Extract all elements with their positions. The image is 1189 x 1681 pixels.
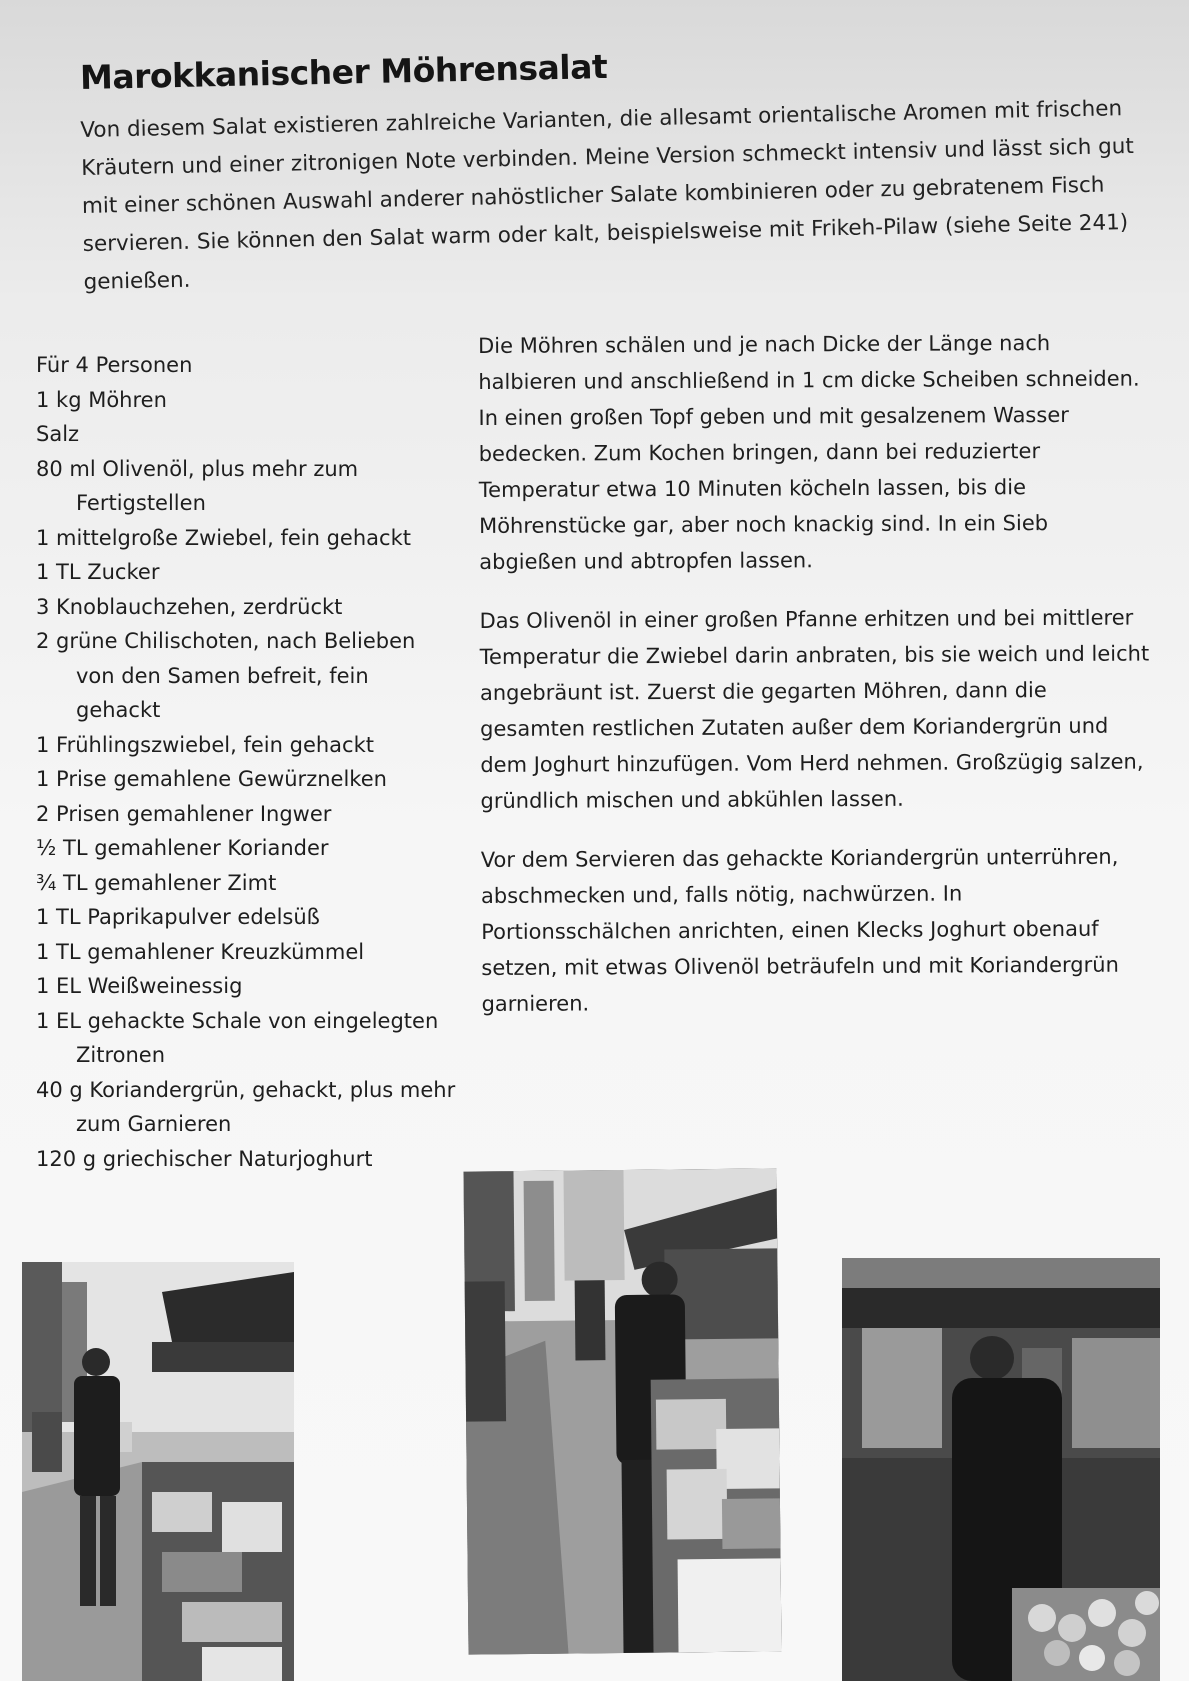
ingredient-item: 3 Knoblauchzehen, zerdrückt [36, 594, 343, 619]
market-photo-center [463, 1168, 781, 1654]
ingredient-item: 2 Prisen gemahlener Ingwer [36, 801, 332, 826]
method-section [478, 324, 1154, 1045]
method-step: Die Möhren schälen und je nach Dicke der Länge nach halbieren und anschließend in 1 cm dicke Scheiben schneiden. In einen großen Topf geben und mit gesalzenem Wasser bedecken. Zum Kochen bringen, dann bei reduzierter Temperatur etwa 10 Minuten köcheln lassen, bis die Möhrenstücke gar, aber noch knackig sind. In ein Sieb abgießen und abtropfen lassen. [478, 331, 1140, 574]
ingredient-list [36, 348, 456, 1176]
ingredient-item: Für 4 Personen [36, 353, 193, 377]
recipe-title: Marokkanischer Möhrensalat [79, 46, 608, 97]
ingredient-item: 1 EL Weißweinessig [36, 974, 243, 998]
ingredient-item: 1 kg Möhren [36, 387, 167, 412]
ingredient-item: 40 g Koriandergrün, gehackt, plus mehr zum Garnieren [36, 1077, 456, 1136]
method-step: Vor dem Servieren das gehackte Koriandergrün unterrühren, abschmecken und, falls nötig, nachwürzen. In Portionsschälchen anrichten, einen Klecks Joghurt obenauf setzen, mit etwas Olivenöl beträufeln und mit Koriandergrün garnieren. [480, 844, 1119, 1016]
market-photo-left [22, 1262, 294, 1681]
ingredient-item: 1 Frühlingszwiebel, fein gehackt [36, 732, 374, 757]
ingredient-item: 1 TL gemahlener Kreuzkümmel [36, 939, 365, 964]
ingredient-item: 1 TL Paprikapulver edelsüß [36, 905, 320, 929]
ingredient-item: 80 ml Olivenöl, plus mehr zum Fertigstellen [36, 456, 359, 515]
ingredient-item: ½ TL gemahlener Koriander [36, 836, 329, 860]
ingredient-item: 1 EL gehackte Schale von eingelegten Zitronen [36, 1008, 439, 1067]
ingredient-item: 1 mittelgroße Zwiebel, fein gehackt [36, 525, 411, 550]
ingredient-item: ¾ TL gemahlener Zimt [36, 870, 277, 895]
ingredient-item: 120 g griechischer Naturjoghurt [36, 1146, 373, 1171]
recipe-intro: Von diesem Salat existieren zahlreiche Varianten, die allesamt orientalische Aromen mit frischen Kräutern und einer zitronigen Note verbinden. Meine Version schmeckt intensiv und lässt sich gut mit einer schönen Auswahl anderer nahöstlicher Salate kombinieren oder zu gebratenem Fisch servieren. Sie können den Salat warm oder kalt, beispielsweise mit Frikeh-Pilaw (siehe Seite 241) genießen. [80, 96, 1135, 295]
ingredient-item: 2 grüne Chilischoten, nach Belieben von den Samen befreit, fein gehackt [36, 629, 416, 722]
market-photo-right [842, 1258, 1160, 1681]
ingredient-item: Salz [36, 422, 80, 446]
ingredient-item: 1 TL Zucker [36, 560, 160, 584]
ingredient-item: 1 Prise gemahlene Gewürznelken [36, 767, 387, 791]
method-step: Das Olivenöl in einer großen Pfanne erhitzen und bei mittlerer Temperatur die Zwiebel darin anbraten, bis sie weich und leicht angebräunt ist. Zuerst die gegarten Möhren, dann die gesamten restlichen Zutaten außer dem Koriandergrün und dem Joghurt hinzufügen. Vom Herd nehmen. Großzügig salzen, gründlich mischen und abkühlen lassen. [479, 605, 1150, 813]
